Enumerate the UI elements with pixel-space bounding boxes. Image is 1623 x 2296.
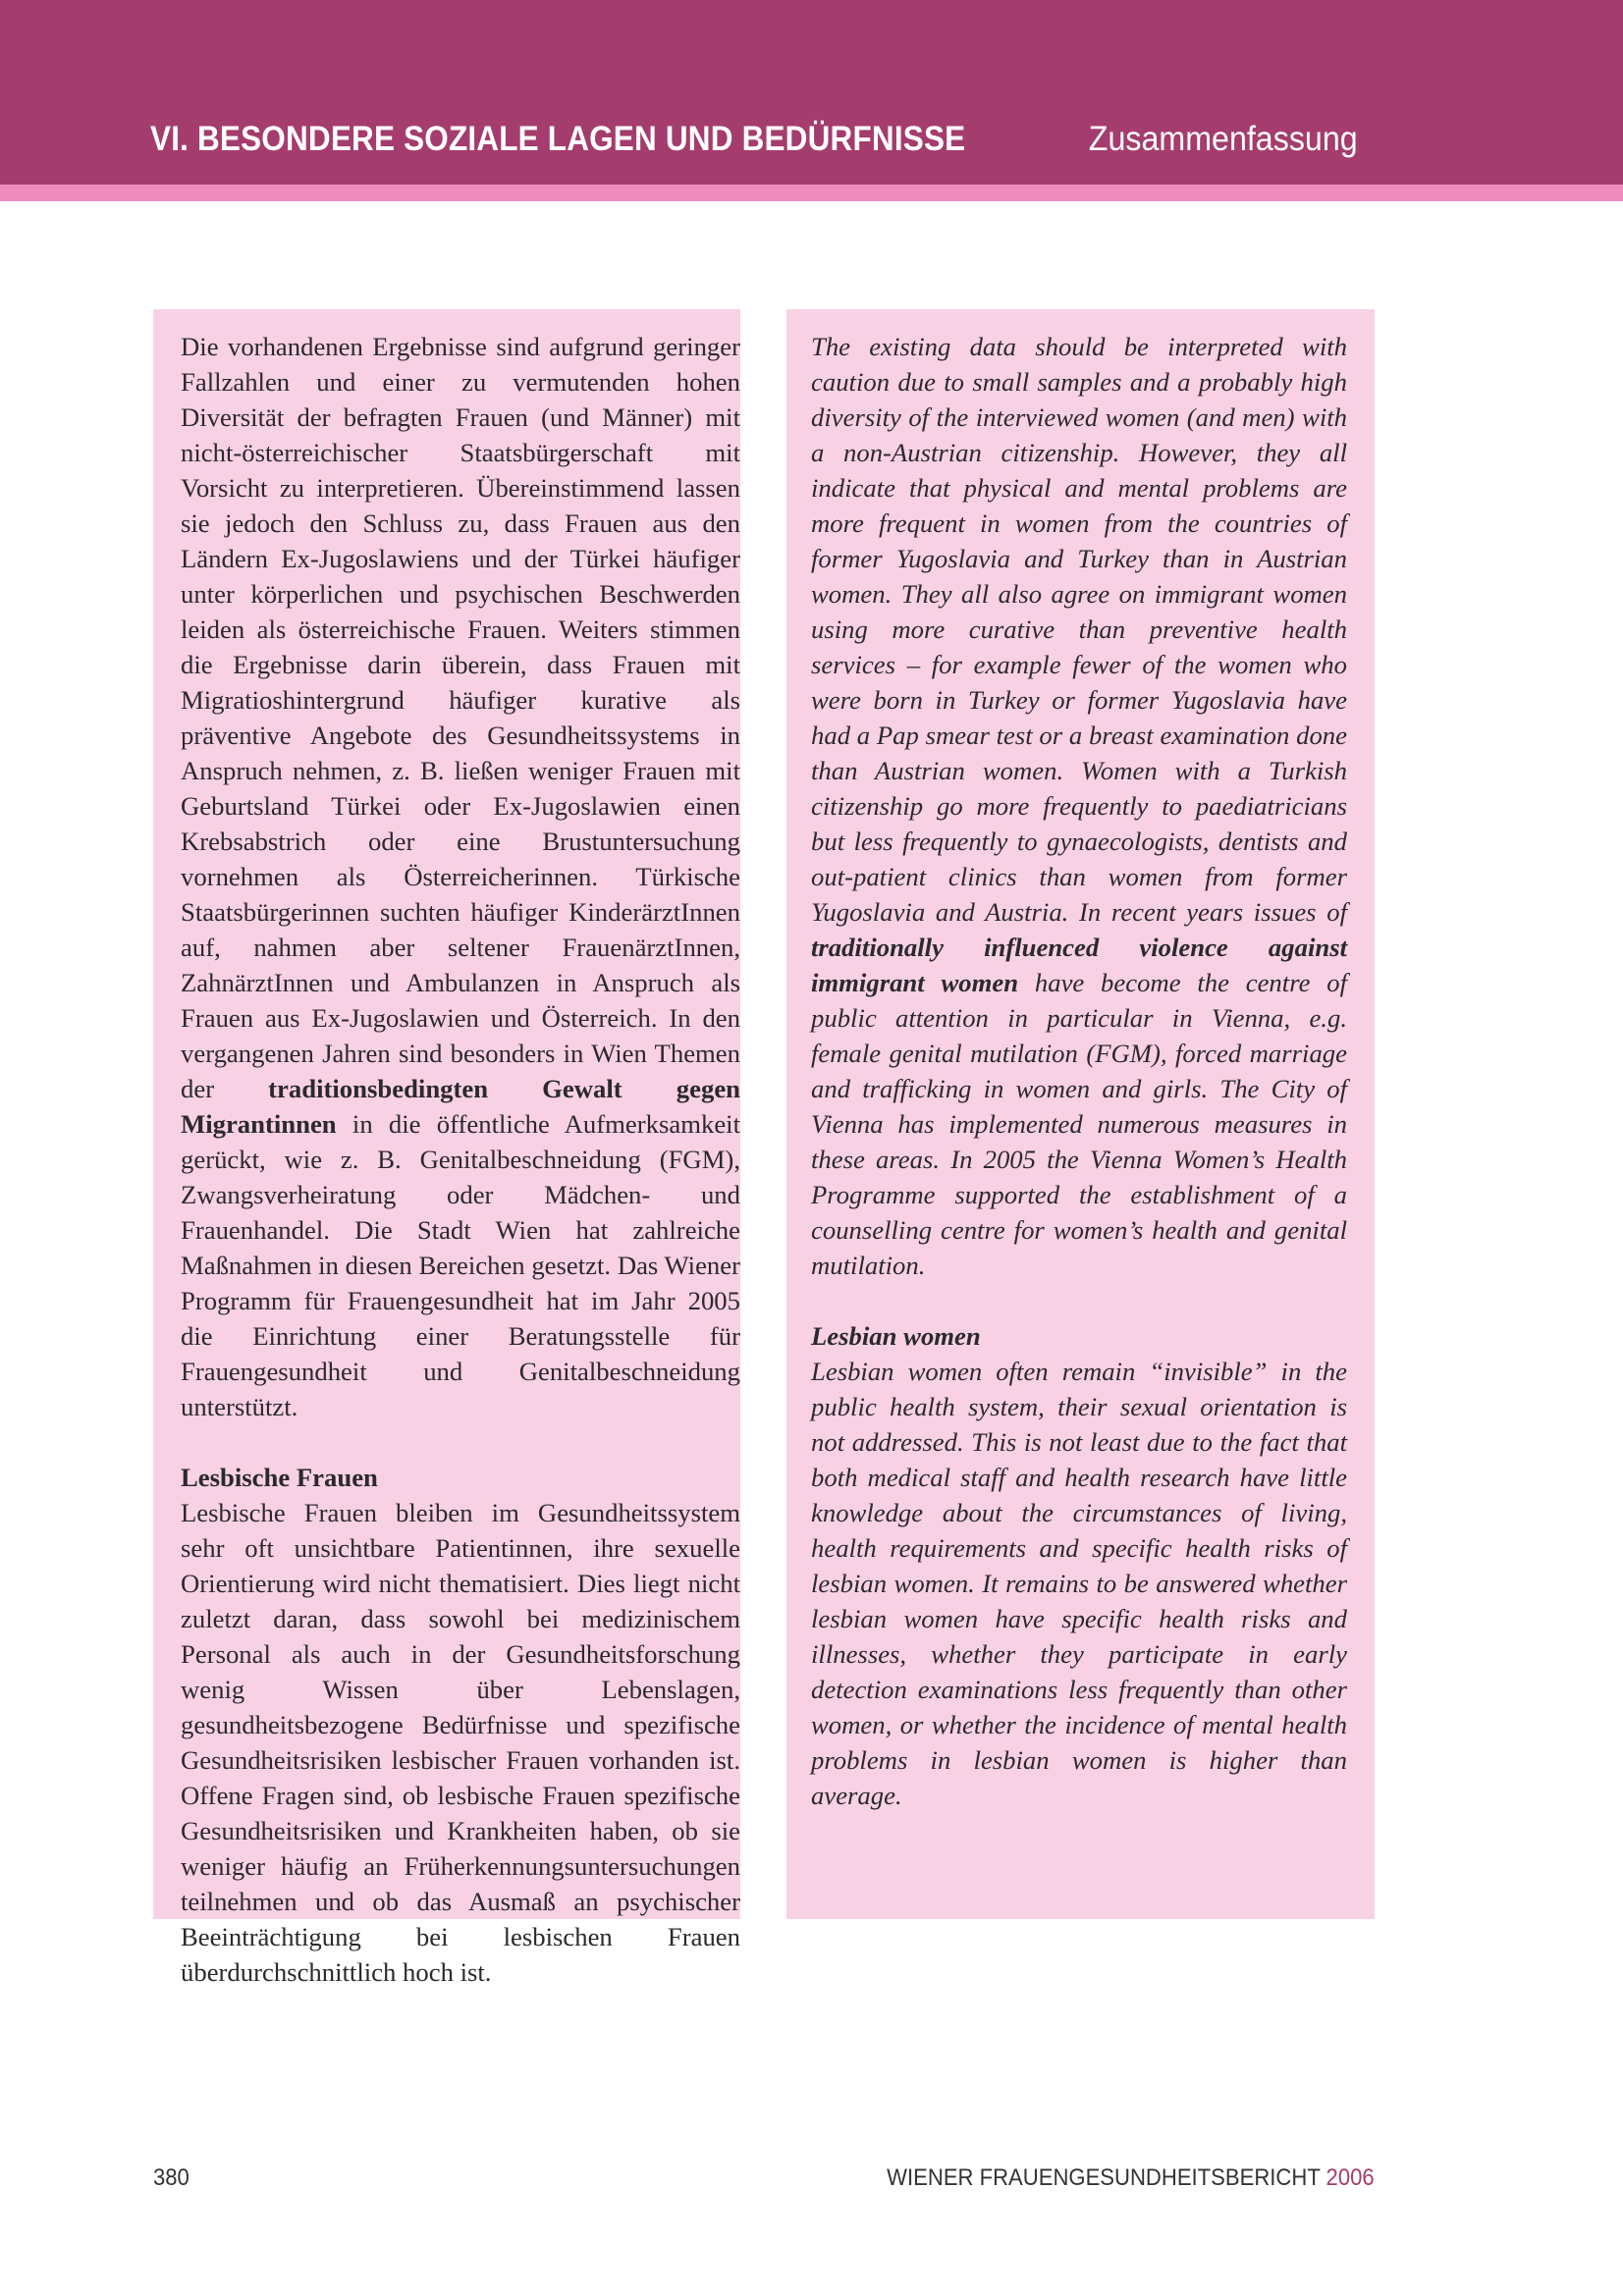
german-paragraph-lesbian: Lesbische Frauen bleiben im Gesundheitssystem sehr oft unsichtbare Patientinnen, ihre sexuelle Orientierung wird nicht thematisiert. Dies liegt nicht zuletzt daran, dass sowohl bei medizinischem Personal als auch in der Gesundheitsforschung wenig Wissen über Lebenslagen, gesundheitsbezogene Bedürfnisse und spezifische Gesundheitsrisiken lesbischer Frauen vorhanden ist. Offene Fragen sind, ob lesbische Frauen spezifische Gesundheitsrisiken und Krankheiten haben, ob sie weniger häufig an Früherkennungsuntersuchungen teilnehmen und ob das Ausmaß an psychischer Beeinträchtigung bei lesbischen Frauen überdurchschnittlich hoch ist.: [181, 1498, 740, 1987]
english-text-run: have become the centre of public attention in particular in Vienna, e.g. female genital mutilation (FGM), forced marriage and trafficking in women and girls. The City of Vienna has implemented numerous measures in these areas. In 2005 the Vienna Women’s Health Programme supported the establishment of a counselling centre for women’s health and genital mutilation.: [811, 968, 1347, 1280]
english-paragraph-lesbian: Lesbian women often remain “invisible” in the public health system, their sexual orientation is not addressed. This is not least due to the fact that both medical staff and health research have little knowledge about the circumstances of living, health requirements and specific health risks of lesbian women. It remains to be answered whether lesbian women have specific health risks and illnesses, whether they participate in early detection examinations less frequently than other women, or whether the incidence of mental health problems in lesbian women is higher than average.: [811, 1357, 1347, 1810]
german-highlight: traditionsbedingten Gewalt gegen Migrantinnen: [181, 1074, 741, 1139]
report-title: [888, 2164, 1375, 2192]
german-subhead: Lesbische Frauen: [181, 1463, 378, 1492]
english-text-run: The existing data should be interpreted with caution due to small samples and a probably high diversity of the interviewed women (and men) with a non-Austrian citizenship. However, they all indicate that physical and mental problems are more frequent in women from the countries of former Yugoslavia and Turkey than in Austrian women. They all also agree on immigrant women using more curative than preventive health services – for example fewer of the women who were born in Turkey or former Yugoslavia have had a Pap smear test or a breast examination done than Austrian women. Women with a Turkish citizenship go more frequently to paediatricians but less frequently to gynaecologists, dentists and out-patient clinics than women from former Yugoslavia and Austria. In recent years issues of: [811, 332, 1347, 927]
page-number: 380: [153, 2164, 189, 2191]
german-paragraph-migration: [181, 329, 740, 1424]
section-label: Zusammenfassung: [1089, 120, 1358, 158]
german-text-run: Die vorhandenen Ergebnisse sind aufgrund geringer Fallzahlen und einer zu vermutenden hohen Diversität der befragten Frauen (und Männer) mit nicht-österreichischer Staatsbürgerschaft mit Vorsicht zu interpretieren. Übereinstimmend lassen sie jedoch den Schluss zu, dass Frauen aus den Ländern Ex-Jugoslawiens und der Türkei häufiger unter körperlichen und psychischen Beschwerden leiden als österreichische Frauen. Weiters stimmen die Ergebnisse darin überein, dass Frauen mit Migratioshintergrund häufiger kurative als präventive Angebote des Gesundheitssystems in Anspruch nehmen, z. B. ließen weniger Frauen mit Geburtsland Türkei oder Ex-Jugoslawien einen Krebsabstrich oder eine Brustuntersuchung vornehmen als Österreicherinnen. Türkische Staatsbürgerinnen suchten häufiger KinderärztInnen auf, nahmen aber seltener FrauenärztInnen, ZahnärztInnen und Ambulanzen in Anspruch als Frauen aus Ex-Jugoslawien und Österreich. In den vergangenen Jahren sind besonders in Wien Themen der: [181, 332, 740, 1103]
header-band: [0, 0, 1623, 185]
german-column: [153, 309, 741, 1987]
chapter-title: VI. BESONDERE SOZIALE LAGEN UND BEDÜRFNISSE: [150, 120, 966, 158]
report-title-text: WIENER FRAUENGESUNDHEITSBERICHT: [887, 2164, 1326, 2191]
english-column: [786, 309, 1375, 1919]
german-text-run: in die öffentliche Aufmerksamkeit gerückt, wie z. B. Genitalbeschneidung (FGM), Zwangsverheiratung oder Mädchen- und Frauenhandel. Die Stadt Wien hat zahlreiche Maßnahmen in diesen Bereichen gesetzt. Das Wiener Programm für Frauengesundheit hat im Jahr 2005 die Einrichtung einer Beratungsstelle für Frauengesundheit und Genitalbeschneidung unterstützt.: [181, 1109, 740, 1421]
header-stripe: [0, 185, 1623, 201]
english-paragraph-migration: [811, 329, 1347, 1283]
english-subhead: Lesbian women: [811, 1321, 981, 1351]
report-year: 2006: [1325, 2164, 1375, 2191]
german-text: [181, 329, 740, 1990]
english-text: [811, 329, 1347, 1813]
english-highlight: traditionally influenced violence against immigrant women: [811, 933, 1347, 997]
